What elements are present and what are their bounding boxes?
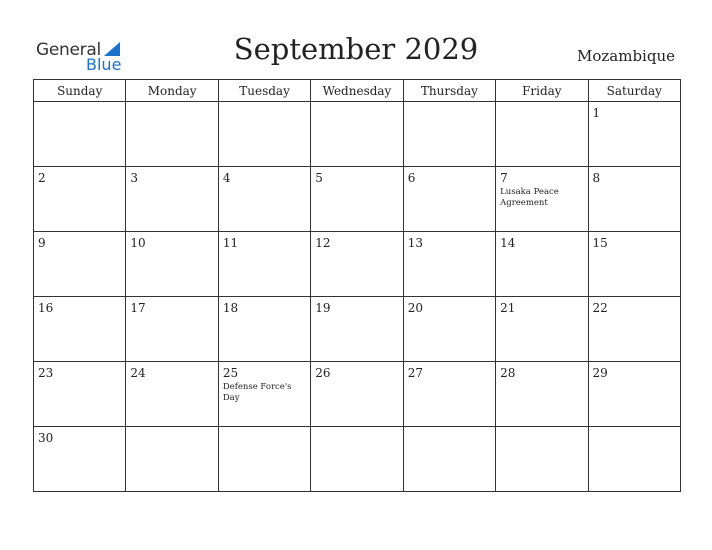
day-cell-11[interactable] <box>218 232 310 297</box>
day-number: 18 <box>222 301 239 315</box>
country-label: Mozambique <box>577 47 675 65</box>
day-number: 2 <box>38 171 46 185</box>
day-number: 25 <box>222 366 239 380</box>
day-number: 21 <box>500 301 516 315</box>
day-cell-13[interactable] <box>403 232 495 297</box>
weekday-header-wednesday: Wednesday <box>311 80 403 102</box>
day-number: 27 <box>407 366 423 380</box>
day-number: 20 <box>407 301 423 315</box>
day-number: 14 <box>500 236 516 250</box>
empty-day-cell <box>126 102 218 167</box>
logo-text-general: General <box>36 40 101 60</box>
empty-day-cell <box>218 427 310 492</box>
logo-text-blue: Blue <box>86 55 122 74</box>
day-cell-3[interactable] <box>126 167 218 232</box>
day-number: 1 <box>592 106 601 120</box>
holiday-label: Lusaka Peace Agreement <box>500 187 559 208</box>
week-row <box>34 167 681 232</box>
weekday-header-row <box>34 80 681 102</box>
day-cell-9[interactable] <box>34 232 126 297</box>
day-number: 6 <box>407 171 416 185</box>
day-cell-7[interactable] <box>496 167 588 232</box>
day-number: 13 <box>407 236 423 250</box>
weekday-header-saturday: Saturday <box>588 80 680 102</box>
empty-day-cell <box>218 102 310 167</box>
empty-day-cell <box>496 427 588 492</box>
day-cell-19[interactable] <box>311 297 403 362</box>
day-cell-26[interactable] <box>311 362 403 427</box>
day-cell-24[interactable] <box>126 362 218 427</box>
day-number: 11 <box>222 236 239 250</box>
day-cell-5[interactable] <box>311 167 403 232</box>
calendar-grid <box>33 79 681 492</box>
day-cell-16[interactable] <box>34 297 126 362</box>
day-cell-8[interactable] <box>588 167 680 232</box>
day-cell-23[interactable] <box>34 362 126 427</box>
day-number: 22 <box>592 301 608 315</box>
calendar-body <box>34 102 681 492</box>
day-number: 10 <box>130 236 146 250</box>
day-cell-1[interactable] <box>588 102 680 167</box>
empty-day-cell <box>403 427 495 492</box>
day-cell-15[interactable] <box>588 232 680 297</box>
day-cell-2[interactable] <box>34 167 126 232</box>
day-cell-21[interactable] <box>496 297 588 362</box>
day-cell-28[interactable] <box>496 362 588 427</box>
day-cell-27[interactable] <box>403 362 495 427</box>
week-row <box>34 297 681 362</box>
day-cell-22[interactable] <box>588 297 680 362</box>
empty-day-cell <box>34 102 126 167</box>
day-number: 12 <box>315 236 331 250</box>
day-number: 19 <box>315 301 331 315</box>
day-number: 7 <box>500 171 508 185</box>
empty-day-cell <box>496 102 588 167</box>
day-cell-18[interactable] <box>218 297 310 362</box>
day-cell-20[interactable] <box>403 297 495 362</box>
day-number: 30 <box>38 431 54 445</box>
week-row <box>34 427 681 492</box>
day-number: 23 <box>38 366 54 380</box>
empty-day-cell <box>588 427 680 492</box>
day-number: 17 <box>130 301 146 315</box>
day-number: 24 <box>130 366 146 380</box>
empty-day-cell <box>403 102 495 167</box>
week-row <box>34 232 681 297</box>
day-cell-6[interactable] <box>403 167 495 232</box>
day-number: 16 <box>38 301 54 315</box>
day-number: 3 <box>130 171 139 185</box>
day-number: 8 <box>592 171 601 185</box>
day-cell-12[interactable] <box>311 232 403 297</box>
empty-day-cell <box>311 427 403 492</box>
day-number: 9 <box>38 236 46 250</box>
empty-day-cell <box>126 427 218 492</box>
day-cell-29[interactable] <box>588 362 680 427</box>
day-number: 5 <box>315 171 323 185</box>
day-number: 15 <box>592 236 608 250</box>
weekday-header-friday: Friday <box>496 80 588 102</box>
day-cell-10[interactable] <box>126 232 218 297</box>
day-cell-17[interactable] <box>126 297 218 362</box>
day-cell-14[interactable] <box>496 232 588 297</box>
calendar-title: September 2029 <box>233 32 479 66</box>
weekday-header-thursday: Thursday <box>403 80 495 102</box>
weekday-header-sunday: Sunday <box>34 80 126 102</box>
day-number: 4 <box>222 171 231 185</box>
day-number: 29 <box>592 366 608 380</box>
week-row <box>34 102 681 167</box>
weekday-header-tuesday: Tuesday <box>218 80 310 102</box>
day-number: 26 <box>315 366 331 380</box>
day-cell-4[interactable] <box>218 167 310 232</box>
week-row <box>34 362 681 427</box>
weekday-header-monday: Monday <box>126 80 218 102</box>
holiday-label: Defense Force's Day <box>222 382 292 403</box>
day-cell-30[interactable] <box>34 427 126 492</box>
day-cell-25[interactable] <box>218 362 310 427</box>
empty-day-cell <box>311 102 403 167</box>
day-number: 28 <box>500 366 516 380</box>
